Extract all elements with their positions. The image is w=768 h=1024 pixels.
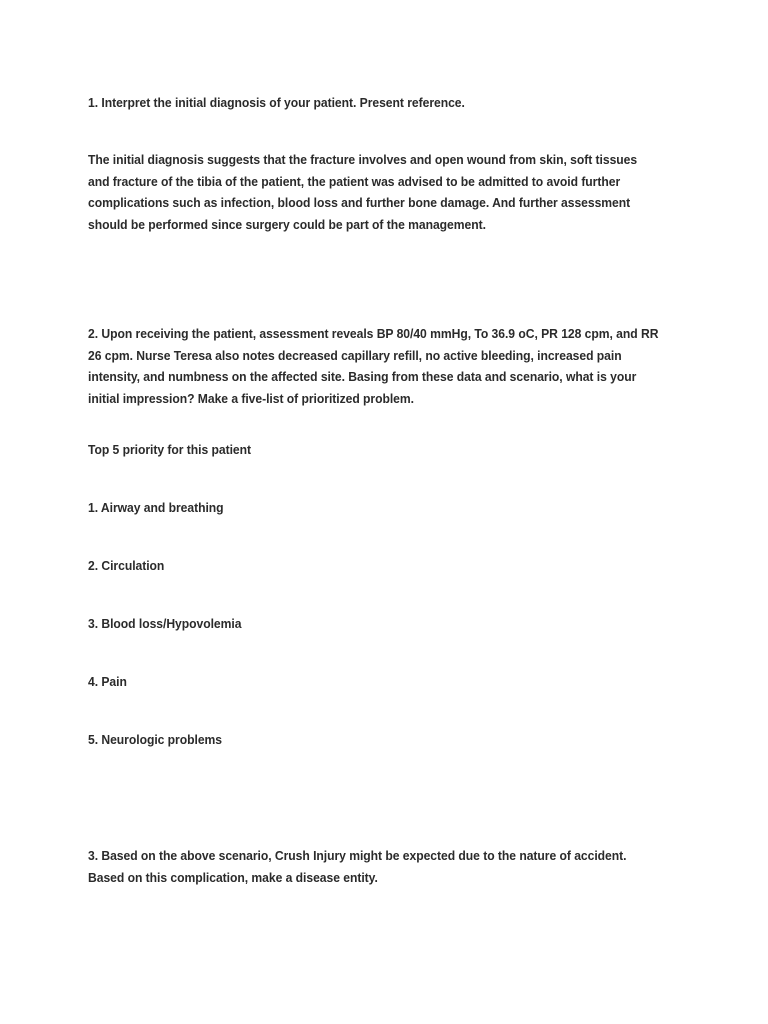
list-item: 5. Neurologic problems xyxy=(88,733,222,747)
question-1-answer-paragraph: The initial diagnosis suggests that the fracture involves and open wound from skin, soft tissues and fracture of the tibia of the patient, the patient was advised to be admitted to avoid further complications such as infection, blood loss and further bone damage. And further assessment should be performed since surgery could be part of the management. xyxy=(88,153,638,232)
list-item: 2. Circulation xyxy=(88,559,165,573)
question-2-text: 2. Upon receiving the patient, assessment reveals BP 80/40 mmHg, To 36.9 oC, PR 128 cpm, and RR 26 cpm. Nurse Teresa also notes decreased capillary refill, no active bleeding, increased pain intensity, and numbness on the affected site. Basing from these data and scenario, what is your initial impression? Make a five-list of prioritized problem. xyxy=(88,327,659,406)
list-item: 1. Airway and breathing xyxy=(88,501,224,515)
list-item: 3. Blood loss/Hypovolemia xyxy=(88,617,242,631)
list-item: 4. Pain xyxy=(88,675,127,689)
question-1-heading: 1. Interpret the initial diagnosis of your patient. Present reference. xyxy=(88,96,465,110)
priority-list-heading: Top 5 priority for this patient xyxy=(88,443,252,457)
question-3-text: 3. Based on the above scenario, Crush Injury might be expected due to the nature of accident. Based on this complication, make a disease entity. xyxy=(88,849,627,885)
